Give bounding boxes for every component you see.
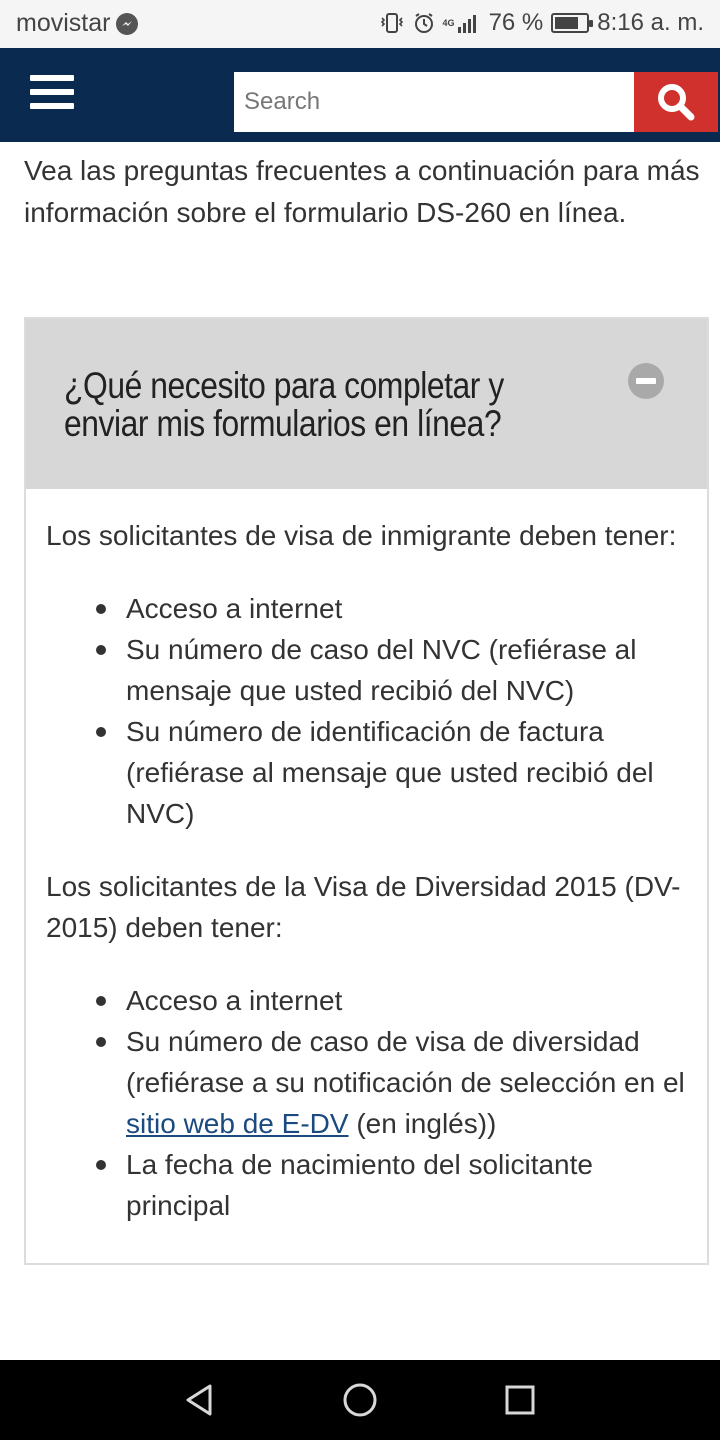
- search-button[interactable]: [634, 72, 718, 132]
- diversity-requirements-list: [46, 980, 687, 1226]
- recent-apps-icon[interactable]: [500, 1380, 540, 1420]
- edv-website-link[interactable]: sitio web de E-DV: [126, 1108, 349, 1139]
- faq-accordion-header[interactable]: [26, 319, 707, 489]
- network-type: 4G: [442, 17, 455, 28]
- hamburger-menu-icon[interactable]: [30, 75, 74, 113]
- search-input[interactable]: [234, 72, 634, 132]
- list-item: [126, 1021, 687, 1144]
- list-item: Su número de caso del NVC (refiérase al mensaje que usted recibió del NVC): [126, 629, 687, 711]
- immigrant-requirements-list: [46, 588, 687, 834]
- faq-accordion: [24, 317, 709, 1265]
- immigrant-requirements-heading: Los solicitantes de visa de inmigrante deben tener:: [46, 520, 677, 551]
- list-item-text: (en inglés)): [348, 1108, 497, 1139]
- status-bar-left: [16, 9, 138, 38]
- battery-percent: 76 %: [488, 9, 544, 36]
- list-item: Acceso a internet: [126, 588, 687, 629]
- home-icon[interactable]: [340, 1380, 380, 1420]
- status-bar: [0, 0, 720, 48]
- messenger-icon: [116, 13, 138, 35]
- collapse-minus-icon[interactable]: [628, 363, 664, 399]
- android-nav-bar: [0, 1360, 720, 1440]
- faq-question-title: ¿Qué necesito para completar y enviar mis formularios en línea?: [64, 365, 504, 444]
- alarm-icon: [413, 12, 435, 34]
- faq-answer-body: [26, 489, 707, 1226]
- list-item-text: Su número de caso de visa de diversidad (refiérase a su notificación de selección en el: [126, 1026, 685, 1098]
- search-icon: [656, 82, 696, 122]
- vibrate-icon: [379, 12, 405, 34]
- back-icon[interactable]: [180, 1380, 220, 1420]
- signal-icon: [443, 12, 481, 34]
- intro-text: Vea las preguntas frecuentes a continuación para más información sobre el formulario DS-260 en línea.: [24, 155, 700, 228]
- site-header: [0, 48, 720, 142]
- clock: 8:16 a. m.: [597, 9, 704, 36]
- list-item: Acceso a internet: [126, 980, 687, 1021]
- list-item: La fecha de nacimiento del solicitante principal: [126, 1144, 687, 1226]
- carrier-name: movistar: [16, 9, 111, 37]
- status-bar-right: [379, 9, 704, 37]
- battery-icon: [551, 13, 589, 33]
- list-item: Su número de identificación de factura (refiérase al mensaje que usted recibió del NVC): [126, 711, 687, 834]
- diversity-requirements-heading: Los solicitantes de la Visa de Diversidad 2015 (DV-2015) deben tener:: [46, 871, 681, 943]
